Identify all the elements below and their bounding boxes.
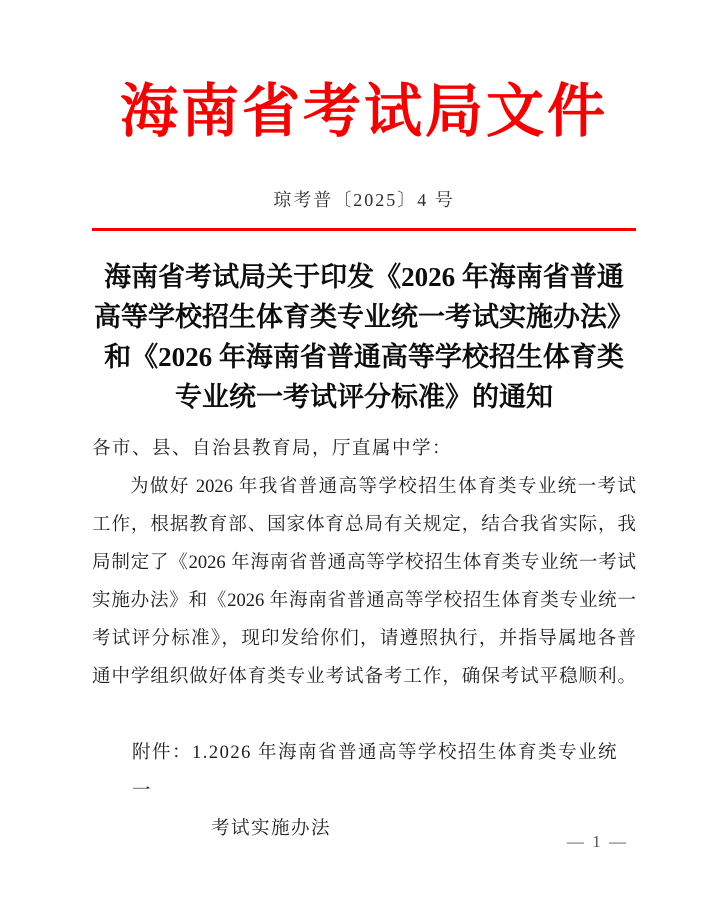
red-header-banner-title: 海南省考试局文件 [119, 79, 608, 144]
document-reference-number: 琼考普〔2025〕4 号 [273, 190, 455, 210]
document-title-line: 海南省考试局关于印发《2026 年海南省普通 [104, 262, 624, 292]
body-paragraph-line: 工作，根据教育部、国家体育总局有关规定，结合我省实际，我 [92, 515, 636, 535]
document-body [92, 430, 636, 696]
body-paragraph-line: 考试评分标准》，现印发给你们，请遵照执行，并指导属地各普 [92, 629, 636, 649]
document-title [92, 257, 636, 417]
body-paragraph-line: 通中学组织做好体育类专业考试备考工作，确保考试平稳顺利。 [92, 667, 636, 687]
document-title-line: 高等学校招生体育类专业统一考试实施办法》 [94, 302, 634, 332]
attachment-item-line: 考试实施办法 [211, 819, 332, 839]
red-separator-rule [92, 228, 636, 231]
attachment-item-line: 附件：1.2026 年海南省普通高等学校招生体育类专业统一 [132, 743, 619, 801]
attachment-list [92, 734, 636, 848]
body-paragraph-line: 为做好 2026 年我省普通高等学校招生体育类专业统一考试 [130, 477, 636, 497]
page-number: — 1 — [567, 832, 628, 851]
document-title-line: 和《2026 年海南省普通高等学校招生体育类 [104, 342, 624, 372]
body-paragraph-line: 局制定了《2026 年海南省普通高等学校招生体育类专业统一考试 [92, 553, 636, 573]
document-title-line: 专业统一考试评分标准》的通知 [175, 382, 553, 412]
body-paragraph-line: 实施办法》和《2026 年海南省普通高等学校招生体育类专业统一 [92, 591, 636, 611]
salutation-line: 各市、县、自治县教育局，厅直属中学： [92, 439, 453, 459]
